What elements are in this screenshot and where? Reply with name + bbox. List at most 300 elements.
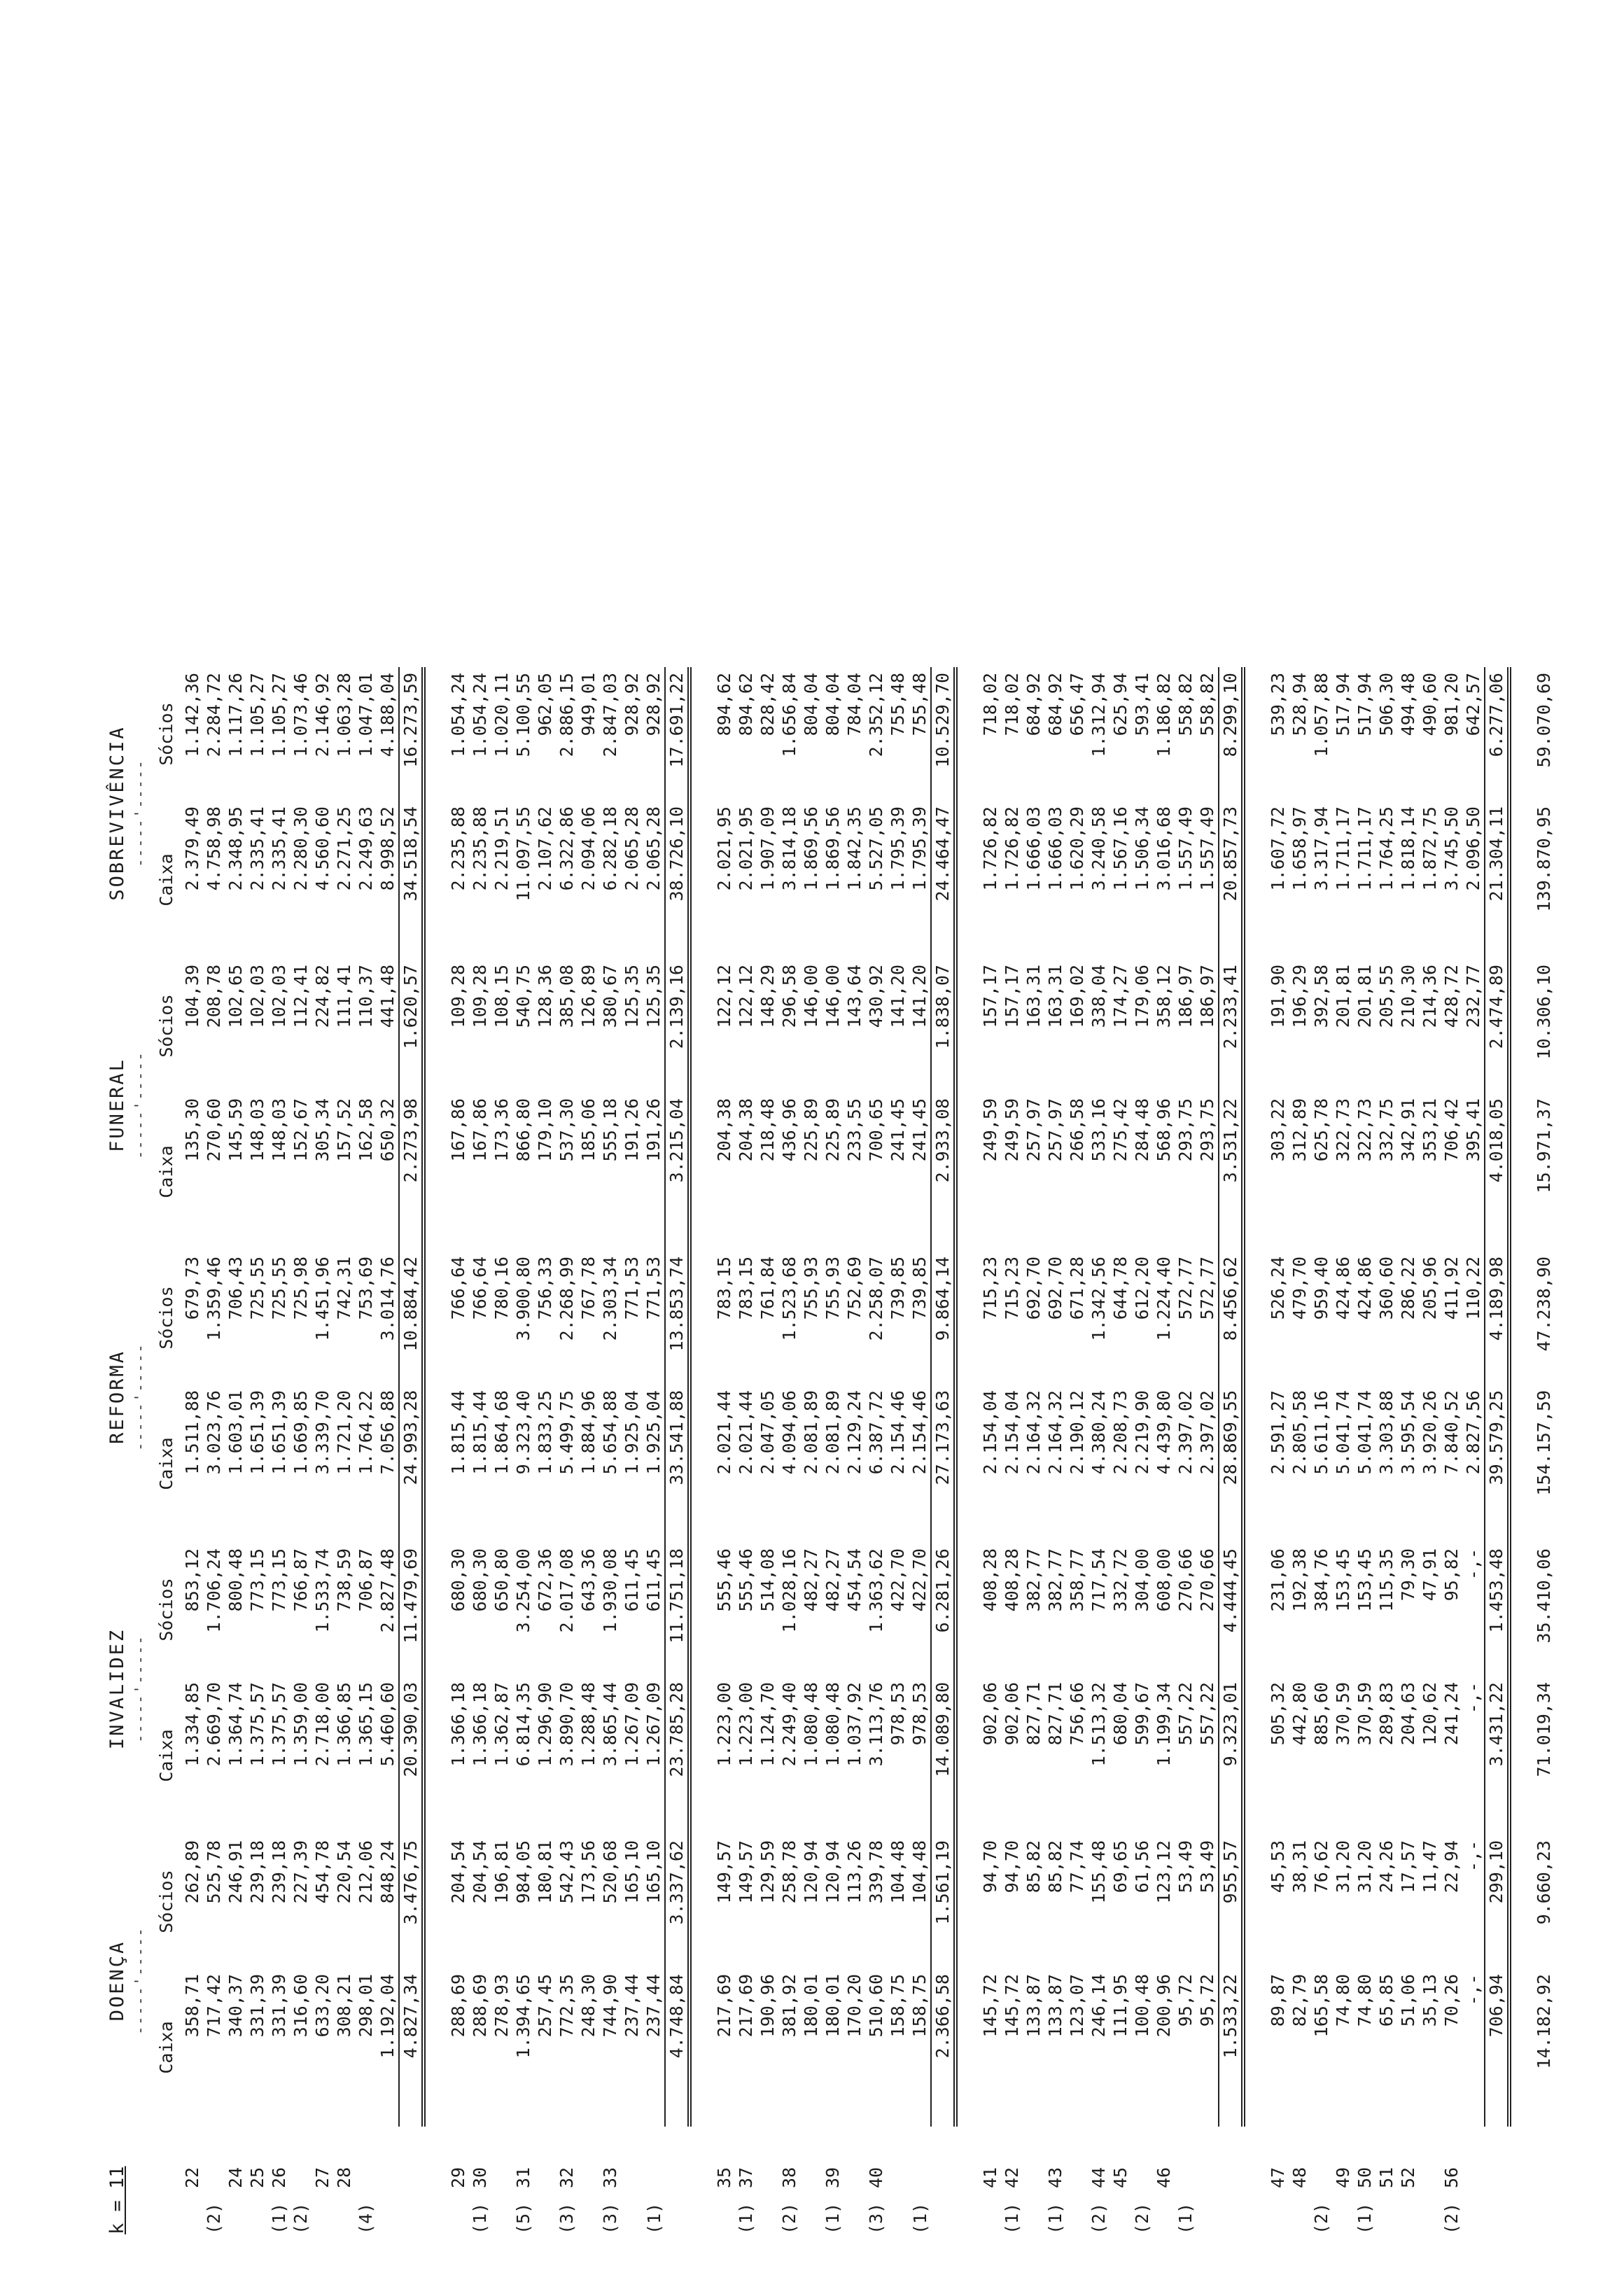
cell-socios: 692,70 xyxy=(1045,1256,1065,1320)
cell-socios: 59.070,69 xyxy=(1534,673,1554,768)
cell-socios: 149,57 xyxy=(714,1840,734,1904)
cell-caixa: 1.511,88 xyxy=(182,1390,202,1475)
row-age: 29 xyxy=(448,2166,468,2188)
row-age xyxy=(1485,2127,1509,2194)
row-age: 27 xyxy=(312,2166,332,2188)
group-dash: -----'----- xyxy=(131,759,148,867)
cell-socios: 755,93 xyxy=(801,1256,821,1320)
cell-socios: 146,00 xyxy=(822,965,843,1028)
cell-socios: 1.224,40 xyxy=(1154,1256,1174,1341)
cell-socios: 17,57 xyxy=(1398,1840,1418,1893)
cell-caixa: 2.164,32 xyxy=(1045,1390,1065,1475)
cell-socios: 45,53 xyxy=(1268,1840,1288,1893)
cell-socios: 24,26 xyxy=(1376,1840,1396,1893)
table-row xyxy=(1376,667,1397,2240)
cell-caixa: 24.464,47 xyxy=(931,801,955,959)
cell-caixa: 257,45 xyxy=(535,1974,555,2038)
cell-socios: 239,18 xyxy=(247,1840,267,1904)
cell-caixa: 167,86 xyxy=(470,1098,490,1162)
cell-socios: 517,94 xyxy=(1354,673,1375,736)
cell-socios: 2.258,07 xyxy=(866,1256,886,1341)
cell-socios: 928,92 xyxy=(622,673,642,736)
dash-row xyxy=(129,667,150,2240)
cell-socios: 76,62 xyxy=(1311,1840,1331,1893)
cell-caixa: 650,32 xyxy=(377,1098,398,1162)
cell-socios: 382,77 xyxy=(1023,1548,1044,1612)
cell-socios: 146,00 xyxy=(801,965,821,1028)
cell-caixa: 2.669,70 xyxy=(204,1682,224,1767)
cell-caixa: 6.814,35 xyxy=(513,1682,533,1767)
cell-caixa: 978,53 xyxy=(888,1682,908,1746)
cell-socios: 2.139,16 xyxy=(665,959,690,1093)
cell-socios: 10.884,42 xyxy=(399,1251,424,1385)
cell-socios: 104,39 xyxy=(182,965,202,1028)
cell-caixa: 978,53 xyxy=(909,1682,930,1746)
cell-caixa: 1.658,97 xyxy=(1289,806,1310,891)
group-funeral: FUNERAL xyxy=(106,1058,128,1152)
cell-socios: 725,55 xyxy=(247,1256,267,1320)
row-multiplier xyxy=(1462,2194,1485,2240)
cell-caixa: 322,73 xyxy=(1333,1098,1353,1162)
row-multiplier: (1) xyxy=(470,2202,490,2234)
row-multiplier xyxy=(621,2194,643,2240)
cell-socios: 766,64 xyxy=(470,1256,490,1320)
cell-caixa: 284,48 xyxy=(1132,1098,1152,1162)
cell-caixa: 24.993,28 xyxy=(399,1385,424,1543)
cell-caixa: 190,96 xyxy=(757,1974,778,2038)
cell-caixa: 1.359,00 xyxy=(290,1682,311,1767)
cell-socios: 408,28 xyxy=(1002,1548,1022,1612)
cell-socios: 756,33 xyxy=(535,1256,555,1320)
cell-caixa: 1.603,01 xyxy=(225,1390,246,1475)
cell-caixa: 381,92 xyxy=(779,1974,799,2038)
cell-caixa: 510,60 xyxy=(866,1974,886,2038)
cell-caixa: 275,42 xyxy=(1110,1098,1130,1162)
cell-caixa: 162,58 xyxy=(356,1098,376,1162)
cell-socios: 179,06 xyxy=(1132,965,1152,1028)
table-row xyxy=(800,667,822,2240)
cell-caixa: 237,44 xyxy=(643,1974,664,2038)
row-multiplier xyxy=(333,2194,355,2240)
cell-socios: 1.363,62 xyxy=(866,1548,886,1633)
cell-socios: 85,82 xyxy=(1023,1840,1044,1893)
cell-caixa: 4.439,80 xyxy=(1154,1390,1174,1475)
cell-socios: 191,90 xyxy=(1268,965,1288,1028)
row-multiplier xyxy=(1533,2194,1555,2240)
cell-caixa: 3.431,22 xyxy=(1485,1676,1509,1835)
cell-socios: 210,30 xyxy=(1398,965,1418,1028)
row-age: 49 xyxy=(1333,2166,1353,2188)
cell-socios: 738,59 xyxy=(334,1548,354,1612)
cell-caixa: 217,69 xyxy=(736,1974,756,2038)
cell-caixa: 95,72 xyxy=(1175,1974,1196,2027)
cell-caixa: 1.607,72 xyxy=(1268,806,1288,891)
row-multiplier xyxy=(1023,2194,1044,2240)
cell-caixa: 288,69 xyxy=(470,1974,490,2038)
cell-socios: 111,41 xyxy=(334,965,354,1028)
cell-socios: 31,20 xyxy=(1333,1840,1353,1893)
cell-socios: 47.238,90 xyxy=(1534,1256,1554,1352)
cell-socios: 428,72 xyxy=(1441,965,1462,1028)
cell-caixa: 1.366,18 xyxy=(448,1682,468,1767)
cell-socios: 125,35 xyxy=(622,965,642,1028)
cell-socios: 2.233,41 xyxy=(1219,959,1243,1093)
row-age xyxy=(931,2127,955,2194)
cell-caixa: 246,14 xyxy=(1088,1974,1109,2038)
row-multiplier xyxy=(1289,2194,1310,2240)
cell-caixa: 65,85 xyxy=(1376,1974,1396,2027)
row-age: 45 xyxy=(1110,2166,1130,2188)
cell-caixa: 241,24 xyxy=(1441,1682,1462,1746)
cell-socios: 224,82 xyxy=(312,965,332,1028)
row-age: 22 xyxy=(182,2166,202,2188)
cell-caixa: 772,35 xyxy=(556,1974,577,2038)
cell-socios: 539,23 xyxy=(1268,673,1288,736)
table-body xyxy=(181,667,1555,2240)
cell-socios: 270,66 xyxy=(1197,1548,1217,1612)
row-age xyxy=(203,2127,225,2194)
cell-caixa: 5.041,74 xyxy=(1354,1390,1375,1475)
cell-socios: 102,65 xyxy=(225,965,246,1028)
cell-socios: 684,92 xyxy=(1023,673,1044,736)
cell-socios: 270,66 xyxy=(1175,1548,1196,1612)
group-dash: -----'----- xyxy=(131,1634,148,1743)
cell-caixa: 1.833,25 xyxy=(535,1390,555,1475)
cell-caixa: 157,52 xyxy=(334,1098,354,1162)
cell-caixa: 2.718,00 xyxy=(312,1682,332,1767)
cell-caixa: 100,48 xyxy=(1132,1974,1152,2038)
table-row xyxy=(979,667,1001,2240)
cell-caixa: 3.339,70 xyxy=(312,1390,332,1475)
row-age: 51 xyxy=(1376,2166,1396,2188)
cell-socios: 122,12 xyxy=(736,965,756,1028)
cell-caixa: 4.560,60 xyxy=(312,806,332,891)
cell-caixa: 2.335,41 xyxy=(269,806,289,891)
cell-caixa: 1.842,35 xyxy=(844,806,864,891)
cell-caixa: 225,89 xyxy=(801,1098,821,1162)
row-age: 30 xyxy=(470,2166,490,2188)
cell-caixa: 2.933,08 xyxy=(931,1093,955,1251)
cell-caixa: 4.094,06 xyxy=(779,1390,799,1475)
cell-socios: 296,58 xyxy=(779,965,799,1028)
cell-caixa: 633,20 xyxy=(312,1974,332,2038)
row-multiplier xyxy=(1376,2194,1397,2240)
cell-socios: 358,12 xyxy=(1154,965,1174,1028)
cell-socios: 123,12 xyxy=(1154,1840,1174,1904)
cell-caixa: 2.154,46 xyxy=(888,1390,908,1475)
cell-caixa: 173,36 xyxy=(491,1098,512,1162)
row-age: 33 xyxy=(600,2166,620,2188)
table-row xyxy=(1023,667,1044,2240)
cell-socios: 684,92 xyxy=(1045,673,1065,736)
cell-socios: 2.146,92 xyxy=(312,673,332,757)
row-multiplier: (4) xyxy=(356,2202,376,2234)
cell-socios: 804,04 xyxy=(822,673,843,736)
cell-caixa: 74,80 xyxy=(1333,1974,1353,2027)
cell-socios: 122,12 xyxy=(714,965,734,1028)
cell-socios: 1.047,01 xyxy=(356,673,376,757)
cell-caixa: 2.379,49 xyxy=(182,806,202,891)
cell-caixa: 680,04 xyxy=(1110,1682,1130,1746)
cell-socios: 204,54 xyxy=(448,1840,468,1904)
cell-socios: 3.900,80 xyxy=(513,1256,533,1341)
cell-socios: 108,15 xyxy=(491,965,512,1028)
cell-caixa: 1.223,00 xyxy=(714,1682,734,1767)
cell-caixa: 2.827,56 xyxy=(1463,1390,1483,1475)
row-multiplier xyxy=(1397,2194,1419,2240)
row-age xyxy=(887,2127,909,2194)
cell-caixa: 170,20 xyxy=(844,1974,864,2038)
cell-socios: 2.352,12 xyxy=(866,673,886,757)
cell-caixa: 436,96 xyxy=(779,1098,799,1162)
block-total-row xyxy=(1485,667,1509,2240)
cell-caixa: 2.280,30 xyxy=(290,806,311,891)
cell-socios: 165,10 xyxy=(643,1840,664,1904)
cell-socios: 1.656,84 xyxy=(779,673,799,757)
cell-socios: 642,57 xyxy=(1463,673,1483,736)
cell-socios: 155,48 xyxy=(1088,1840,1109,1904)
row-multiplier: (2) xyxy=(1441,2202,1462,2234)
table-row xyxy=(735,667,757,2240)
cell-caixa: 3.920,26 xyxy=(1420,1390,1440,1475)
cell-caixa: 2.129,24 xyxy=(844,1390,864,1475)
cell-socios: 680,30 xyxy=(448,1548,468,1612)
cell-caixa: 2.107,62 xyxy=(535,806,555,891)
cell-socios: 4.189,98 xyxy=(1485,1251,1509,1385)
cell-caixa: 7.840,52 xyxy=(1441,1390,1462,1475)
cell-caixa: 3.113,76 xyxy=(866,1682,886,1767)
row-age xyxy=(1131,2127,1153,2194)
cell-socios: 1.186,82 xyxy=(1154,673,1174,757)
row-multiplier xyxy=(447,2194,469,2240)
table-row xyxy=(534,667,556,2240)
cell-socios: 514,08 xyxy=(757,1548,778,1612)
cell-caixa: 2.591,27 xyxy=(1268,1390,1288,1475)
cell-socios: 755,48 xyxy=(888,673,908,736)
cell-socios: 360,60 xyxy=(1376,1256,1396,1320)
cell-caixa: 14.089,80 xyxy=(931,1676,955,1835)
table-row xyxy=(290,667,312,2240)
cell-socios: 231,06 xyxy=(1268,1548,1288,1612)
cell-socios: 1.312,94 xyxy=(1088,673,1109,757)
row-multiplier xyxy=(757,2194,778,2240)
row-age: 28 xyxy=(334,2166,354,2188)
cell-socios: 126,89 xyxy=(578,965,598,1028)
cell-socios: 1.054,24 xyxy=(448,673,468,757)
table-row xyxy=(1196,667,1219,2240)
cell-caixa: 866,80 xyxy=(513,1098,533,1162)
cell-caixa: 2.249,40 xyxy=(779,1682,799,1767)
row-age xyxy=(757,2127,778,2194)
cell-caixa: 370,59 xyxy=(1333,1682,1353,1746)
cell-socios: -,- xyxy=(1463,1840,1483,1872)
cell-socios: 385,08 xyxy=(556,965,577,1028)
cell-caixa: 27.173,63 xyxy=(931,1385,955,1543)
cell-socios: 424,86 xyxy=(1354,1256,1375,1320)
cell-socios: 69,65 xyxy=(1110,1840,1130,1893)
cell-caixa: 288,69 xyxy=(448,1974,468,2038)
cell-socios: 773,15 xyxy=(247,1548,267,1612)
table-row xyxy=(491,667,512,2240)
table-row xyxy=(778,667,800,2240)
table-row xyxy=(621,667,643,2240)
cell-socios: 1.117,26 xyxy=(225,673,246,757)
table-row xyxy=(1044,667,1066,2240)
cell-socios: 382,77 xyxy=(1045,1548,1065,1612)
cell-caixa: 2.021,95 xyxy=(714,806,734,891)
cell-caixa: 557,22 xyxy=(1197,1682,1217,1746)
cell-socios: 773,15 xyxy=(269,1548,289,1612)
row-multiplier xyxy=(181,2194,203,2240)
cell-caixa: 827,71 xyxy=(1023,1682,1044,1746)
row-multiplier: (2) xyxy=(290,2202,311,2234)
cell-socios: 962,05 xyxy=(535,673,555,736)
cell-caixa: 5.460,60 xyxy=(377,1682,398,1767)
cell-socios: 767,78 xyxy=(578,1256,598,1320)
row-multiplier xyxy=(1196,2194,1219,2240)
cell-caixa: 3.814,18 xyxy=(779,806,799,891)
row-multiplier xyxy=(844,2194,865,2240)
table-row xyxy=(713,667,735,2240)
cell-caixa: 700,65 xyxy=(866,1098,886,1162)
row-age: 40 xyxy=(866,2166,886,2188)
cell-caixa: 2.096,50 xyxy=(1463,806,1483,891)
cell-caixa: 2.273,98 xyxy=(399,1093,424,1251)
cell-caixa: 278,93 xyxy=(491,1974,512,2038)
cell-caixa: 3.303,88 xyxy=(1376,1390,1396,1475)
cell-caixa: 154.157,59 xyxy=(1534,1390,1554,1496)
cell-socios: 220,54 xyxy=(334,1840,354,1904)
cell-socios: 540,75 xyxy=(513,965,533,1028)
cell-caixa: 217,69 xyxy=(714,1974,734,2038)
cell-caixa: 3.215,04 xyxy=(665,1093,690,1251)
cell-socios: 110,22 xyxy=(1463,1256,1483,1320)
cell-socios: 761,84 xyxy=(757,1256,778,1320)
cell-socios: 679,73 xyxy=(182,1256,202,1320)
row-multiplier: (1) xyxy=(1002,2202,1022,2234)
cell-socios: 31,20 xyxy=(1354,1840,1375,1893)
row-multiplier xyxy=(377,2194,399,2240)
cell-socios: 771,53 xyxy=(622,1256,642,1320)
cell-socios: 11,47 xyxy=(1420,1840,1440,1893)
cell-socios: 1.142,36 xyxy=(182,673,202,757)
cell-socios: 102,03 xyxy=(247,965,267,1028)
row-multiplier: (3) xyxy=(866,2202,886,2234)
cell-socios: 129,59 xyxy=(757,1840,778,1904)
cell-caixa: 756,66 xyxy=(1067,1682,1087,1746)
cell-caixa: 1.721,20 xyxy=(334,1390,354,1475)
row-age xyxy=(643,2127,665,2194)
cell-caixa: 270,60 xyxy=(204,1098,224,1162)
cell-caixa: 293,75 xyxy=(1175,1098,1196,1162)
cell-caixa: 1.267,09 xyxy=(643,1682,664,1767)
table-row xyxy=(1419,667,1441,2240)
cell-socios: 1.620,57 xyxy=(399,959,424,1093)
cell-caixa: 20.390,03 xyxy=(399,1676,424,1835)
cell-caixa: 23.785,28 xyxy=(665,1676,690,1835)
cell-socios: 3.476,75 xyxy=(399,1835,424,1968)
row-age: 50 xyxy=(1354,2166,1375,2188)
cell-socios: 109,28 xyxy=(470,965,490,1028)
cell-socios: 526,24 xyxy=(1268,1256,1288,1320)
group-invalidez: INVALIDEZ xyxy=(106,1628,128,1750)
cell-caixa: 145,72 xyxy=(980,1974,1000,2038)
cell-caixa: 1.037,92 xyxy=(844,1682,864,1767)
cell-caixa: 257,97 xyxy=(1045,1098,1065,1162)
row-multiplier xyxy=(534,2194,556,2240)
cell-socios: 490,60 xyxy=(1420,673,1440,736)
cell-socios: 1.063,28 xyxy=(334,673,354,757)
cell-socios: 10.306,10 xyxy=(1534,965,1554,1060)
cell-socios: 141,20 xyxy=(888,965,908,1028)
row-age: 56 xyxy=(1441,2166,1462,2188)
row-age: 37 xyxy=(736,2166,756,2188)
cell-socios: 755,48 xyxy=(909,673,930,736)
cell-socios: 163,31 xyxy=(1023,965,1044,1028)
cell-caixa: 249,59 xyxy=(1002,1098,1022,1162)
cell-caixa: 1.764,25 xyxy=(1376,806,1396,891)
cell-caixa: 3.240,58 xyxy=(1088,806,1109,891)
actuarial-table xyxy=(105,667,1555,2240)
cell-socios: 1.342,56 xyxy=(1088,1256,1109,1341)
table-row xyxy=(225,667,246,2240)
cell-socios: 3.014,76 xyxy=(377,1256,398,1341)
cell-caixa: 1.726,82 xyxy=(980,806,1000,891)
cell-caixa: 3.317,94 xyxy=(1311,806,1331,891)
table-row xyxy=(1066,667,1088,2240)
cell-socios: 212,06 xyxy=(356,1840,376,1904)
cell-caixa: 1.925,04 xyxy=(622,1390,642,1475)
cell-caixa: 5.041,74 xyxy=(1333,1390,1353,1475)
cell-socios: 517,94 xyxy=(1333,673,1353,736)
cell-socios: 611,45 xyxy=(643,1548,664,1612)
cell-caixa: 179,10 xyxy=(535,1098,555,1162)
cell-caixa: 2.081,89 xyxy=(822,1390,843,1475)
row-multiplier: (1) xyxy=(1175,2202,1196,2234)
cell-socios: 35.410,06 xyxy=(1534,1548,1554,1644)
cell-socios: 780,16 xyxy=(491,1256,512,1320)
cell-socios: 165,10 xyxy=(622,1840,642,1904)
cell-caixa: 233,55 xyxy=(844,1098,864,1162)
row-multiplier: (1) xyxy=(1045,2202,1065,2234)
cell-caixa: 204,38 xyxy=(714,1098,734,1162)
cell-caixa: 537,30 xyxy=(556,1098,577,1162)
group-sobrevivencia: SOBREVIVÊNCIA xyxy=(106,725,128,901)
row-multiplier xyxy=(578,2194,599,2240)
cell-caixa: 312,89 xyxy=(1289,1098,1310,1162)
cell-socios: 196,29 xyxy=(1289,965,1310,1028)
cell-socios: 739,85 xyxy=(909,1256,930,1320)
cell-socios: 13.853,74 xyxy=(665,1251,690,1385)
cell-caixa: 6.322,86 xyxy=(556,806,577,891)
cell-socios: 1.930,08 xyxy=(600,1548,620,1633)
cell-socios: 928,92 xyxy=(643,673,664,736)
cell-caixa: 1.557,49 xyxy=(1197,806,1217,891)
cell-caixa: 293,75 xyxy=(1197,1098,1217,1162)
cell-caixa: 249,59 xyxy=(980,1098,1000,1162)
cell-caixa: 74,80 xyxy=(1354,1974,1375,2027)
row-multiplier xyxy=(1110,2194,1131,2240)
cell-socios: 205,55 xyxy=(1376,965,1396,1028)
cell-socios: 422,70 xyxy=(909,1548,930,1612)
table-row xyxy=(447,667,469,2240)
row-multiplier xyxy=(713,2194,735,2240)
cell-socios: 5.100,55 xyxy=(513,673,533,757)
cell-caixa: 2.081,89 xyxy=(801,1390,821,1475)
cell-socios: 1.561,19 xyxy=(931,1835,955,1968)
cell-caixa: 2.047,05 xyxy=(757,1390,778,1475)
cell-socios: 232,77 xyxy=(1463,965,1483,1028)
